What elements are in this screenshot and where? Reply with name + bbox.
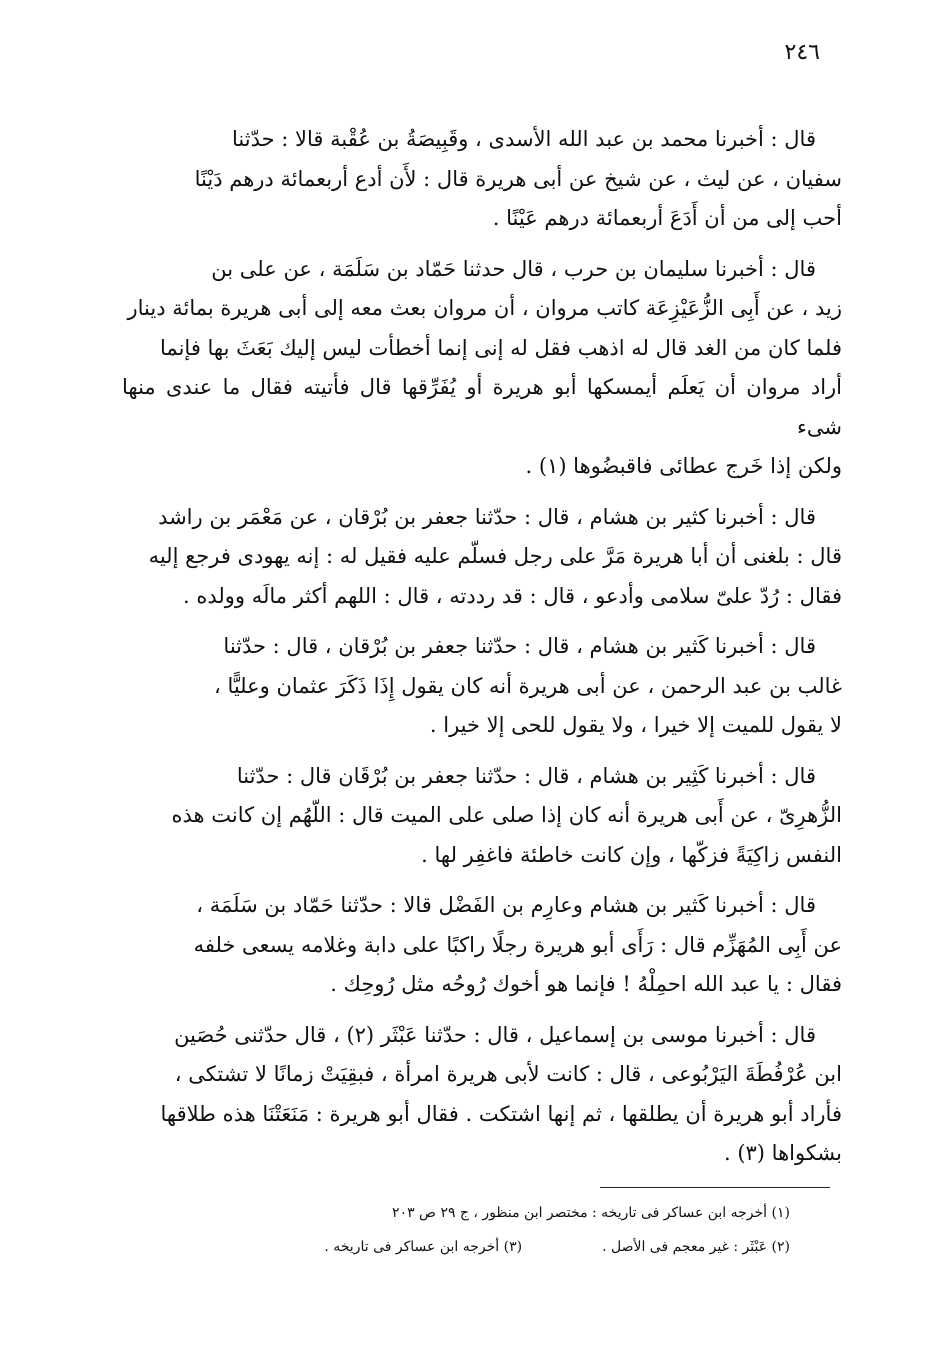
- text-line: لا يقول للميت إلا خيرا ، ولا يقول للحى إلا خيرا .: [429, 713, 842, 737]
- text-line: ابن عُرْفُطَةَ اليَرْبُوعى ، قال : كانت لأبى هريرة امرأة ، فبقِيَتْ زمانًا لا تشتكى ،: [174, 1062, 842, 1086]
- text-line: عن أَبِى المُهَزِّم قال : رَأَى أبو هريرة رجلًا راكبًا على دابة وغلامه يسعى خلفه: [193, 932, 842, 957]
- text-line: قال : أخبرنا سليمان بن حرب ، قال حدثنا حَمّاد بن سَلَمَة ، عن على بن: [211, 256, 816, 281]
- page-number: ٢٤٦: [784, 40, 820, 65]
- footnote-row-1: [200, 1196, 790, 1230]
- paragraph-7: [122, 1016, 842, 1174]
- text-line: فقال : يا عبد الله احمِلْهُ ! فإنما هو أخوك رُوحُه مثل رُوحِك .: [330, 972, 842, 996]
- footnote-2: (٢) عَبْثَر : غير معجم فى الأصل .: [602, 1239, 790, 1255]
- text-line: قال : بلغنى أن أبا هريرة مَرَّ على رجل فسلّم عليه فقيل له : إنه يهودى فرجع إليه: [148, 544, 842, 568]
- paragraph-5: [122, 757, 842, 876]
- text-line: فلما كان من الغد قال له اذهب فقل له إنى إنما أخطأت ليس إليك بَعَثَ بها فإنما: [160, 335, 842, 360]
- text-line: الزُّهرِىّ ، عن أَبى هريرة أنه كان إذا صلى على الميت قال : اللّهُم إن كانت هذه: [171, 803, 842, 827]
- text-line: ولكن إذا خَرج عطائى فاقبضُوها (١) .: [525, 454, 842, 478]
- footnotes: [200, 1196, 790, 1264]
- text-line: زيد ، عن أَبِى الزُّعَيْزِعَة كاتب مروان ، أن مروان بعث معه إلى أبى هريرة بمائة دينار: [127, 296, 842, 320]
- text-line: سفيان ، عن ليث ، عن شيخ عن أبى هريرة قال : لأَن أدع أربعمائة درهم دَيْنًا: [194, 166, 842, 191]
- text-line: قال : أخبرنا كَثِير بن هشام ، قال : حدّثنا جعفر بن بُرْقَان قال : حدّثنا: [236, 763, 816, 788]
- footnote-1: (١) أخرجه ابن عساكر فى تاريخه : مختصر ابن منظور ، ج ٢٩ ص ٢٠٣: [392, 1205, 790, 1221]
- text-line: قال : أخبرنا موسى بن إسماعيل ، قال : حدّثنا عَبْثَر (٢) ، قال حدّثنى حُصَين: [174, 1022, 816, 1047]
- text-line: أحب إلى من أن أَدَعَ أربعمائة درهم عَيْنًا .: [492, 206, 842, 230]
- body-text: [122, 120, 842, 1185]
- text-line: قال : أخبرنا كَثير بن هشام ، قال : حدّثنا جعفر بن بُرْقان ، قال : حدّثنا: [223, 634, 816, 658]
- paragraph-2: [122, 250, 842, 487]
- text-line: فأراد أبو هريرة أن يطلقها ، ثم إنها اشتكت . فقال أبو هريرة : مَنَعَتْنَا هذه طلاقها: [160, 1101, 842, 1126]
- footnote-row-2: [200, 1230, 790, 1264]
- paragraph-4: [122, 627, 842, 746]
- text-line: قال : أخبرنا كَثير بن هشام وعارِم بن الفَضْل قالا : حدّثنا حَمّاد بن سَلَمَة ،: [196, 893, 816, 917]
- text-line: بشكواها (٣) .: [723, 1141, 842, 1165]
- text-line: النفس زاكِيَةً فزكّها ، وإن كانت خاطئة فاغفِر لها .: [421, 842, 842, 867]
- footnote-3: (٣) أخرجه ابن عساكر فى تاريخه .: [324, 1239, 523, 1255]
- text-line: أراد مروان أن يَعلَم أيمسكها أبو هريرة أو يُفَرِّقها قال فأتيته فقال ما عندى منها شىء: [122, 375, 842, 439]
- text-line: قال : أخبرنا محمد بن عبد الله الأسدى ، وقَبِيصَةُ بن عُقْبة قالا : حدّثنا: [232, 127, 816, 151]
- text-line: فقال : رُدّ علىّ سلامى وأدعو ، قال : قد رددته ، قال : اللهم أكثر مالَه وولده .: [183, 583, 842, 608]
- text-line: قال : أخبرنا كثير بن هشام ، قال : حدّثنا جعفر بن بُرْقان ، عن مَعْمَر بن راشد: [158, 504, 816, 529]
- text-line: غالب بن عبد الرحمن ، عن أبى هريرة أنه كان يقول إِذَا ذَكَرَ عثمان وعليًّا ،: [213, 673, 842, 698]
- paragraph-3: [122, 498, 842, 617]
- paragraph-1: [122, 120, 842, 239]
- footnote-divider: [600, 1187, 830, 1188]
- paragraph-6: [122, 886, 842, 1005]
